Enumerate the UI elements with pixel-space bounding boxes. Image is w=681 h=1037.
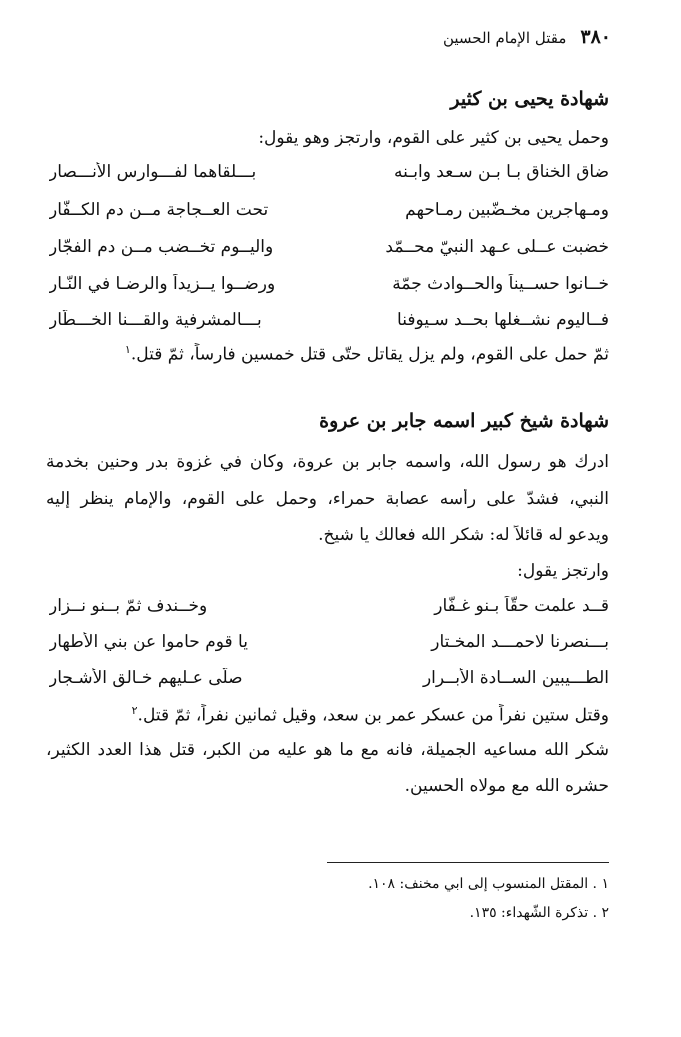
running-header xyxy=(443,26,611,48)
section2-intro: وارتجز يقول: xyxy=(517,561,609,581)
poem2-verse xyxy=(49,596,609,626)
verse-second-hemistich: يا قوم حاموا عن بني الأطهار xyxy=(49,632,248,652)
verse-first-hemistich: بـــنصرنا لاحمـــد المخـتار xyxy=(431,632,609,652)
after-text: وقتل ستين نفراً من عسكر عمر بن سعد، وقيل ثمانين نفراً، ثمّ قتل. xyxy=(137,705,609,726)
verse-first-hemistich: ضاق الخناق بـا بـن سـعد وابـنه xyxy=(394,162,609,182)
book-title: مقتل الإمام الحسين xyxy=(442,29,567,47)
poem1-verse xyxy=(49,162,609,192)
verse-second-hemistich: ورضــوا يــزيداً والرضـا في النّـار xyxy=(49,274,276,294)
verse-second-hemistich: بـــالمشرفية والقـــنا الخـــطّار xyxy=(49,310,262,330)
section1-intro: وحمل يحيى بن كثير على القوم، وارتجز وهو يقول: xyxy=(258,128,609,148)
poem1-verse xyxy=(49,310,609,340)
verse-first-hemistich: ومـهاجرين مخـضّبين رمـاحهم xyxy=(405,200,609,220)
poem1-verse xyxy=(49,237,609,267)
verse-second-hemistich: وخــندف ثمّ بــنو نــزار xyxy=(49,596,208,616)
footnote: ٢ . تذكرة الشّهداء: ١٣٥. xyxy=(469,905,609,921)
poem1-verse xyxy=(49,200,609,230)
paragraph-line: ادرك هو رسول الله، واسمه جابر بن عروة، وكان في غزوة بدر وحنين بخدمة xyxy=(46,452,609,472)
poem2-verse xyxy=(49,668,609,698)
closing-text: ثمّ حمل على القوم، ولم يزل يقاتل حتّى قتل خمسين فارساً، ثمّ قتل. xyxy=(130,344,609,365)
after-line: شكر الله مساعيه الجميلة، فانه مع ما هو عليه من الكبر، قتل هذا العدد الكثير، xyxy=(46,740,609,760)
page-number: ٣٨٠ xyxy=(580,26,611,48)
poem1-verse xyxy=(49,274,609,304)
verse-second-hemistich: واليــوم تخــضب مــن دم الفجّار xyxy=(49,237,274,257)
poem2-verse xyxy=(49,632,609,662)
after-line: حشره الله مع مولاه الحسين. xyxy=(404,776,609,796)
verse-first-hemistich: خــانوا حســيناً والحــوادث جمّة xyxy=(392,274,609,294)
section1-closing xyxy=(46,343,609,365)
verse-first-hemistich: قــد علمت حقّاً بـنو غـفّار xyxy=(434,596,609,616)
footnote: ١ . المقتل المنسوب إلى ابي مخنف: ١٠٨. xyxy=(368,876,609,892)
after-line xyxy=(46,704,609,726)
footnote-rule xyxy=(327,862,609,863)
paragraph-line: ويدعو له قائلاً له: شكر الله فعالك يا شيخ. xyxy=(318,525,609,545)
verse-first-hemistich: الطـــيبين الســادة الأبــرار xyxy=(422,668,609,688)
footnote-ref-2: ٢ xyxy=(131,704,138,717)
footnote-ref-1: ١ xyxy=(124,343,131,356)
verse-second-hemistich: صلّى عـليهم خـالق الأشـجار xyxy=(49,668,243,688)
verse-second-hemistich: بـــلقاهما لفـــوارس الأنـــصار xyxy=(49,162,257,182)
section-heading-yahya: شهادة يحيى بن كثير xyxy=(450,88,609,110)
verse-first-hemistich: فــاليوم نشــغلها بحــد سـيوفنا xyxy=(397,310,609,330)
verse-second-hemistich: تحت العــجاجة مــن دم الكــفّار xyxy=(49,200,269,220)
paragraph-line: النبي، فشدّ على رأسه عصابة حمراء، وحمل على القوم، والإمام ينظر إليه xyxy=(46,489,609,509)
verse-first-hemistich: خضبت عــلى عـهد النبيّ محــمّد xyxy=(385,237,609,257)
section-heading-jabir: شهادة شيخ كبير اسمه جابر بن عروة xyxy=(319,410,609,432)
